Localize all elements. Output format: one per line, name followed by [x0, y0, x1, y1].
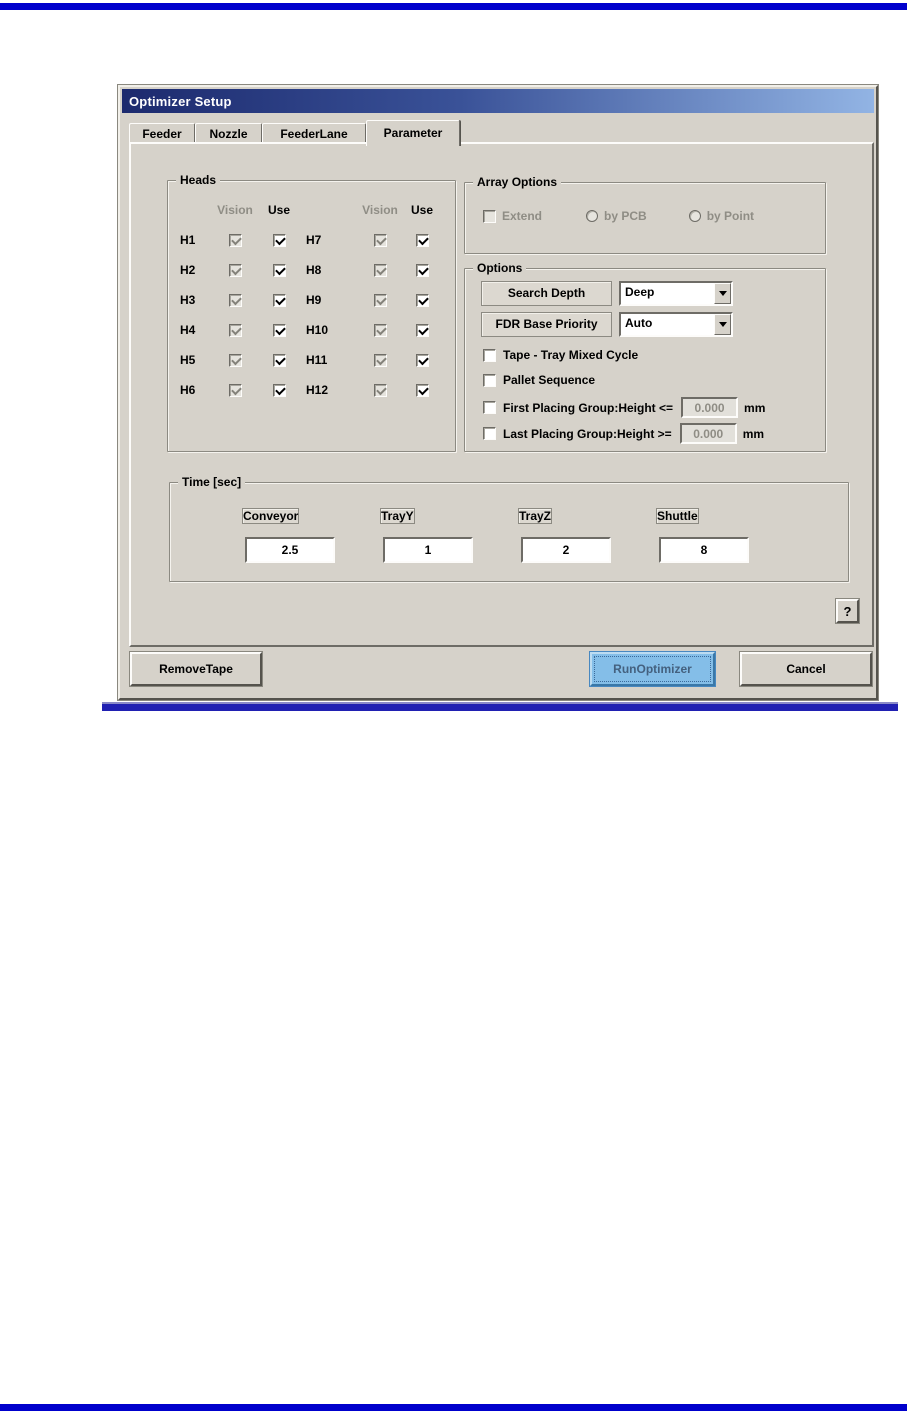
- use-column-header: Use: [267, 203, 290, 217]
- vision-checkbox-h11: [374, 354, 387, 367]
- search-depth-value: Deep: [625, 285, 655, 299]
- use-checkbox-h12[interactable]: [416, 384, 429, 397]
- use-checkbox-h10[interactable]: [416, 324, 429, 337]
- pallet-sequence-label: Pallet Sequence: [503, 373, 596, 387]
- vision-checkbox-h12: [374, 384, 387, 397]
- pallet-sequence-checkbox[interactable]: [483, 374, 496, 387]
- vision-checkbox-h3: [229, 294, 242, 307]
- head-label-h5: H5: [180, 353, 196, 367]
- head-label-h1: H1: [180, 233, 196, 247]
- first-placing-group-checkbox[interactable]: [483, 401, 496, 414]
- vision-checkbox-h6: [229, 384, 242, 397]
- tab-nozzle[interactable]: Nozzle: [195, 123, 262, 144]
- first-placing-height-input: [681, 397, 738, 418]
- last-placing-height-input: [680, 423, 737, 444]
- head-label-h11: H11: [306, 353, 328, 367]
- vision-checkbox-h7: [374, 234, 387, 247]
- trayy-time-input[interactable]: [383, 537, 473, 563]
- head-label-h3: H3: [180, 293, 196, 307]
- search-depth-dropdown[interactable]: [619, 281, 733, 306]
- use-checkbox-h3[interactable]: [273, 294, 286, 307]
- by-pcb-label: by PCB: [604, 209, 647, 223]
- tape-tray-mixed-cycle-checkbox[interactable]: [483, 349, 496, 362]
- trayz-time-input[interactable]: [521, 537, 611, 563]
- head-label-h2: H2: [180, 263, 196, 277]
- help-button[interactable]: ?: [836, 599, 859, 623]
- dialog-titlebar: [122, 89, 874, 113]
- use-checkbox-h1[interactable]: [273, 234, 286, 247]
- use-checkbox-h11[interactable]: [416, 354, 429, 367]
- head-label-h4: H4: [180, 323, 196, 337]
- use-checkbox-h8[interactable]: [416, 264, 429, 277]
- conveyor-header: Conveyor: [243, 509, 299, 523]
- tab-bar: [129, 118, 460, 144]
- dropdown-arrow-icon[interactable]: [714, 283, 731, 304]
- shuttle-time-input[interactable]: [659, 537, 749, 563]
- vision-checkbox-h5: [229, 354, 242, 367]
- use-checkbox-h4[interactable]: [273, 324, 286, 337]
- vision-column-header: Vision: [217, 203, 253, 217]
- by-pcb-radio: [586, 210, 598, 222]
- use-checkbox-h2[interactable]: [273, 264, 286, 277]
- head-label-h10: H10: [306, 323, 329, 337]
- dialog-title: Optimizer Setup: [129, 93, 232, 109]
- vision-checkbox-h10: [374, 324, 387, 337]
- trayy-header: TrayY: [381, 509, 414, 523]
- by-point-label: by Point: [706, 209, 755, 223]
- extend-label: Extend: [502, 209, 543, 223]
- vision-checkbox-h9: [374, 294, 387, 307]
- time-column-conveyor: [242, 505, 338, 563]
- vision-checkbox-h4: [229, 324, 242, 337]
- last-placing-group-label: Last Placing Group:Height >=: [503, 426, 672, 441]
- last-placing-group-checkbox[interactable]: [483, 427, 496, 440]
- run-optimizer-button[interactable]: RunOptimizer: [590, 652, 715, 686]
- optimizer-setup-dialog: [118, 85, 878, 700]
- head-label-h9: H9: [306, 293, 322, 307]
- head-label-h6: H6: [180, 383, 196, 397]
- dropdown-arrow-icon[interactable]: [714, 314, 731, 335]
- use-checkbox-h9[interactable]: [416, 294, 429, 307]
- time-column-trayy: [380, 505, 476, 563]
- fdr-base-priority-value: Auto: [625, 316, 653, 330]
- array-options-group-label: Array Options: [473, 175, 561, 189]
- fdr-base-priority-dropdown[interactable]: [619, 312, 733, 337]
- bottom-horizontal-rule: [0, 1404, 907, 1411]
- cancel-button[interactable]: Cancel: [740, 652, 872, 686]
- extend-checkbox: [483, 210, 496, 223]
- tab-feederlane[interactable]: FeederLane: [262, 123, 366, 144]
- first-placing-group-label: First Placing Group:Height <=: [503, 400, 674, 415]
- use-column-header: Use: [410, 203, 433, 217]
- tab-feeder[interactable]: Feeder: [129, 123, 195, 144]
- search-depth-label: Search Depth: [481, 281, 612, 306]
- last-placing-unit: mm: [742, 426, 765, 441]
- head-label-h7: H7: [306, 233, 322, 247]
- time-column-trayz: [518, 505, 614, 563]
- time-column-shuttle: [656, 505, 752, 563]
- remove-tape-button[interactable]: RemoveTape: [130, 652, 262, 686]
- trayz-header: TrayZ: [519, 509, 552, 523]
- head-label-h12: H12: [306, 383, 329, 397]
- fdr-base-priority-label: FDR Base Priority: [481, 312, 612, 337]
- shuttle-header: Shuttle: [657, 509, 698, 523]
- tab-parameter[interactable]: Parameter: [366, 120, 460, 146]
- tape-tray-mixed-cycle-label: Tape - Tray Mixed Cycle: [503, 348, 639, 362]
- heads-grid: [176, 195, 442, 405]
- vision-column-header: Vision: [362, 203, 398, 217]
- options-group-label: Options: [473, 261, 526, 275]
- parameter-tab-page: [129, 142, 874, 647]
- time-group-label: Time [sec]: [178, 475, 245, 489]
- use-checkbox-h6[interactable]: [273, 384, 286, 397]
- heads-group-label: Heads: [176, 173, 220, 187]
- dialog-bottom-edge: [102, 702, 898, 711]
- conveyor-time-input[interactable]: [245, 537, 335, 563]
- vision-checkbox-h1: [229, 234, 242, 247]
- heads-group: [167, 173, 456, 452]
- first-placing-unit: mm: [744, 400, 766, 415]
- options-group: [464, 261, 826, 452]
- head-label-h8: H8: [306, 263, 322, 277]
- array-options-group: [464, 175, 826, 254]
- vision-checkbox-h8: [374, 264, 387, 277]
- by-point-radio: [689, 210, 701, 222]
- top-horizontal-rule: [0, 3, 907, 10]
- vision-checkbox-h2: [229, 264, 242, 277]
- use-checkbox-h5[interactable]: [273, 354, 286, 367]
- use-checkbox-h7[interactable]: [416, 234, 429, 247]
- time-group: [169, 475, 849, 582]
